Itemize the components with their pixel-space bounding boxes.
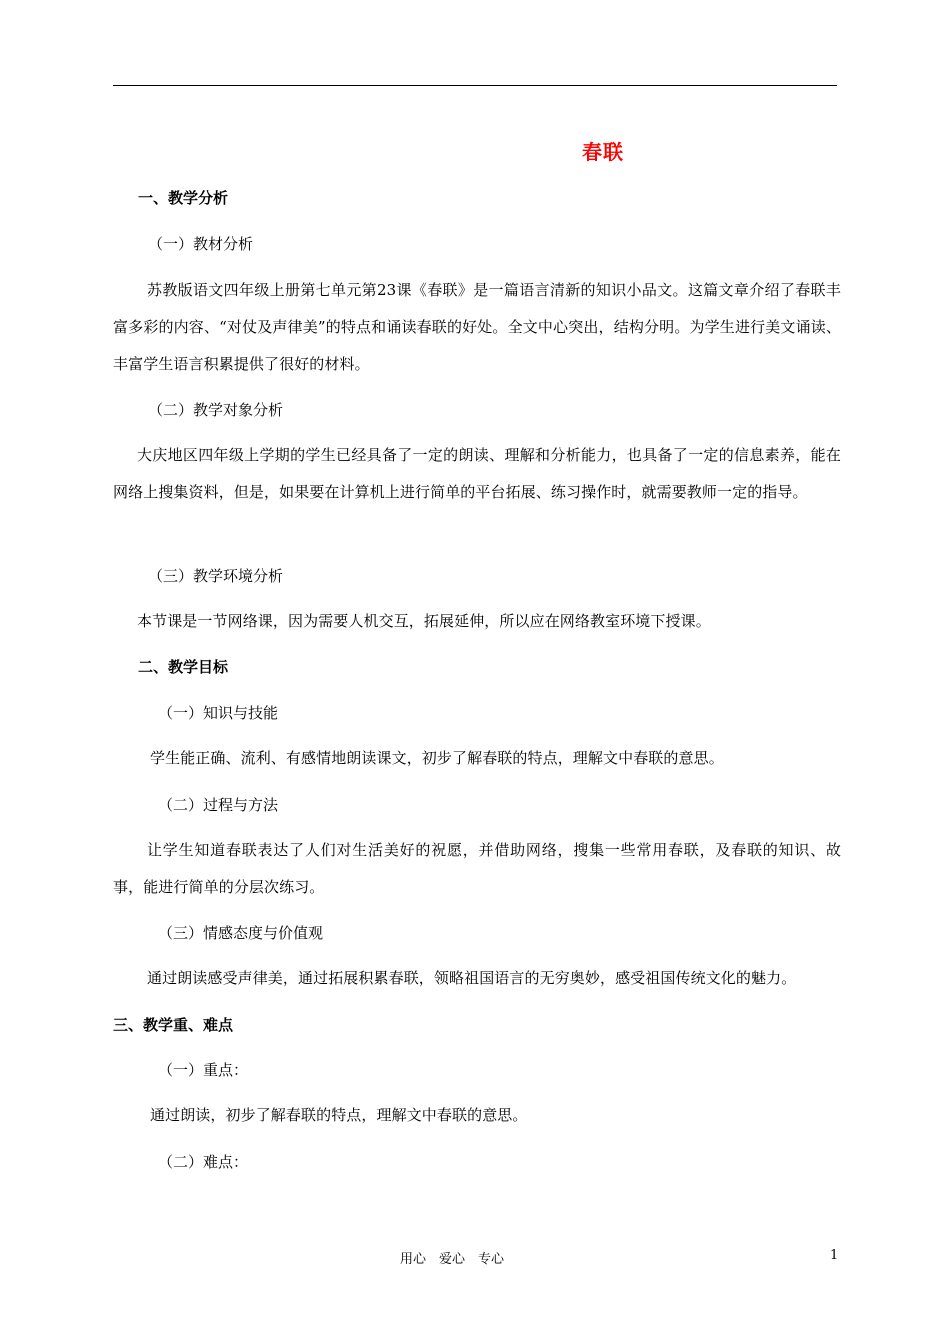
paragraph-process-methods: 让学生知道春联表达了人们对生活美好的祝愿，并借助网络，搜集一些常用春联，及春联的知识、故事，能进行简单的分层次练习。 xyxy=(113,841,841,896)
footer-motto: 用心 爱心 专心 xyxy=(400,1252,505,1267)
paragraph-focus: 通过朗读，初步了解春联的特点，理解文中春联的意思。 xyxy=(150,1106,528,1124)
subsection-heading-knowledge: （一）知识与技能 xyxy=(158,704,279,722)
document-title: 春联 xyxy=(582,140,624,164)
subsection-heading-process: （二）过程与方法 xyxy=(158,796,279,814)
subsection-heading-difficulty: （二）难点： xyxy=(158,1153,249,1171)
paragraph-emotion-values: 通过朗读感受声律美，通过拓展积累春联，领略祖国语言的无穷奥妙，感受祖国传统文化的魅力。 xyxy=(147,969,797,987)
subsection-heading-emotion: （三）情感态度与价值观 xyxy=(158,924,324,942)
subsection-heading-material: （一）教材分析 xyxy=(148,235,254,253)
subsection-heading-environment: （三）教学环境分析 xyxy=(148,567,284,585)
paragraph-students-analysis: 大庆地区四年级上学期的学生已经具备了一定的朗读、理解和分析能力，也具备了一定的信息素养，能在网络上搜集资料，但是，如果要在计算机上进行简单的平台拓展、练习操作时，就需要教师一定的指导。 xyxy=(113,446,841,501)
section-heading-analysis: 一、教学分析 xyxy=(138,189,229,207)
paragraph-material-analysis: 苏教版语文四年级上册第七单元第23课《春联》是一篇语言清新的知识小品文。这篇文章介绍了春联丰富多彩的内容、“对仗及声律美”的特点和诵读春联的好处。全文中心突出，结构分明。为学生进行美文诵读、丰富学生语言积累提供了很好的材料。 xyxy=(113,281,841,373)
header-rule xyxy=(113,85,837,86)
section-heading-objectives: 二、教学目标 xyxy=(138,658,229,676)
paragraph-environment-analysis: 本节课是一节网络课，因为需要人机交互，拓展延伸，所以应在网络教室环境下授课。 xyxy=(137,612,711,630)
section-heading-key-points: 三、教学重、难点 xyxy=(113,1016,234,1034)
subsection-heading-students: （二）教学对象分析 xyxy=(148,401,284,419)
page-number: 1 xyxy=(830,1248,839,1263)
paragraph-knowledge-skills: 学生能正确、流利、有感情地朗读课文，初步了解春联的特点，理解文中春联的意思。 xyxy=(150,749,724,767)
subsection-heading-focus: （一）重点： xyxy=(158,1061,249,1079)
